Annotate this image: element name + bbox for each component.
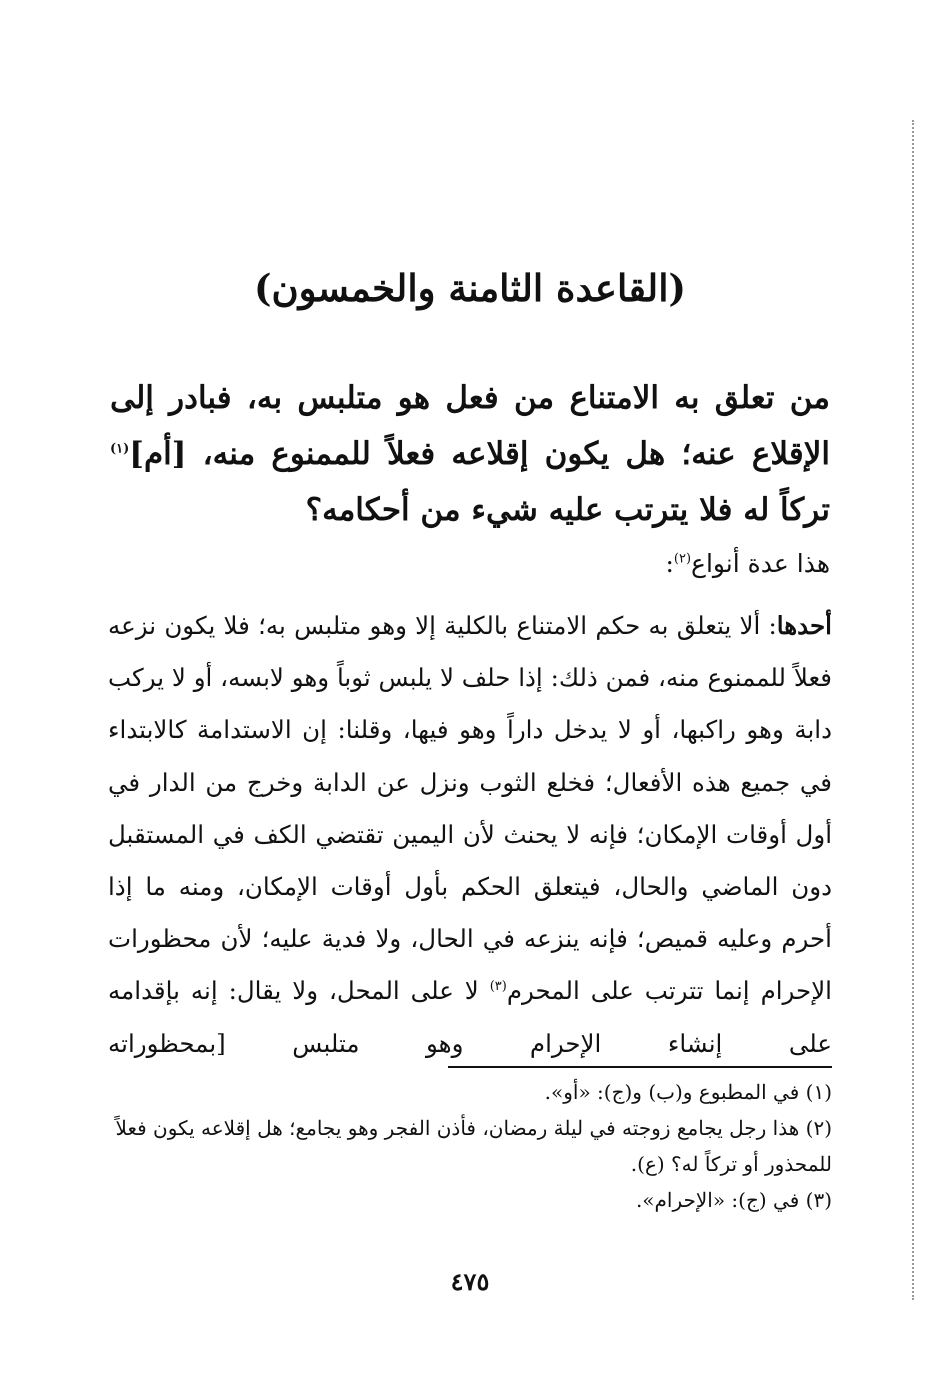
rule-question-part-1: من تعلق به الامتناع من فعل هو متلبس به، فبادر إلى الإقلاع عنه؛ هل يكون إقلاعه فعلاً للممنوع منه، [أم] — [110, 380, 830, 472]
body-text-part-1: : ألا يتعلق به حكم الامتناع بالكلية إلا وهو متلبس به؛ فلا يكون نزعه فعلاً للممنوع منه، فمن ذلك: إذا حلف لا يلبس ثوباً وهو لابسه، أو لا يركب دابة وهو راكبها، أو لا يدخل داراً وهو فيها، وقلنا: إن الاستدامة كالابتداء في جميع هذه الأفعال؛ فخلع الثوب ونزل عن الدابة وخرج من الدار في أول أوقات الإمكان؛ فإنه لا يحنث لأن اليمين تقتضي الكف في المستقبل دون الماضي والحال، فيتعلق الحكم بأول أوقات الإمكان، ومنه ما إذا أحرم وعليه قميص؛ فإنه ينزعه في الحال، ولا فدية عليه؛ لأن محظورات الإحرام إنما تترتب على المحرم — [108, 611, 832, 1006]
footnote-ref-1: (١) — [110, 441, 130, 457]
intro-text: هذا عدة أنواع — [691, 549, 830, 578]
footnote-ref-2: (٢) — [673, 551, 692, 567]
rule-question — [110, 370, 830, 538]
body-paragraph — [108, 600, 832, 1070]
footnote-2: (٢) هذا رجل يجامع زوجته في ليلة رمضان، فأذن الفجر وهو يجامع؛ هل إقلاعه يكون فعلاً للمحذور أو تركاً له؟ (ع). — [115, 1116, 832, 1176]
intro-line — [110, 542, 830, 586]
intro-colon: : — [665, 549, 674, 578]
footnote-separator — [448, 1066, 832, 1068]
footnote-1: (١) في المطبوع و(ب) و(ج): «أو». — [544, 1080, 832, 1104]
margin-dotted-line — [912, 120, 914, 1300]
body-text-part-2: لا على المحل، ولا يقال: إنه بإقدامه على إنشاء الإحرام وهو متلبس [بمحظوراته — [108, 976, 832, 1058]
footnotes — [110, 1074, 832, 1218]
body-lead-word: أحدها — [776, 611, 832, 640]
page-number: ٤٧٥ — [450, 1267, 490, 1296]
rule-title: (القاعدة الثامنة والخمسون) — [253, 266, 686, 310]
rule-question-part-2: تركاً له فلا يترتب عليه شيء من أحكامه؟ — [305, 492, 830, 528]
footnote-3: (٣) في (ج): «الإحرام». — [635, 1188, 832, 1212]
footnote-ref-3: (٣) — [489, 979, 507, 995]
